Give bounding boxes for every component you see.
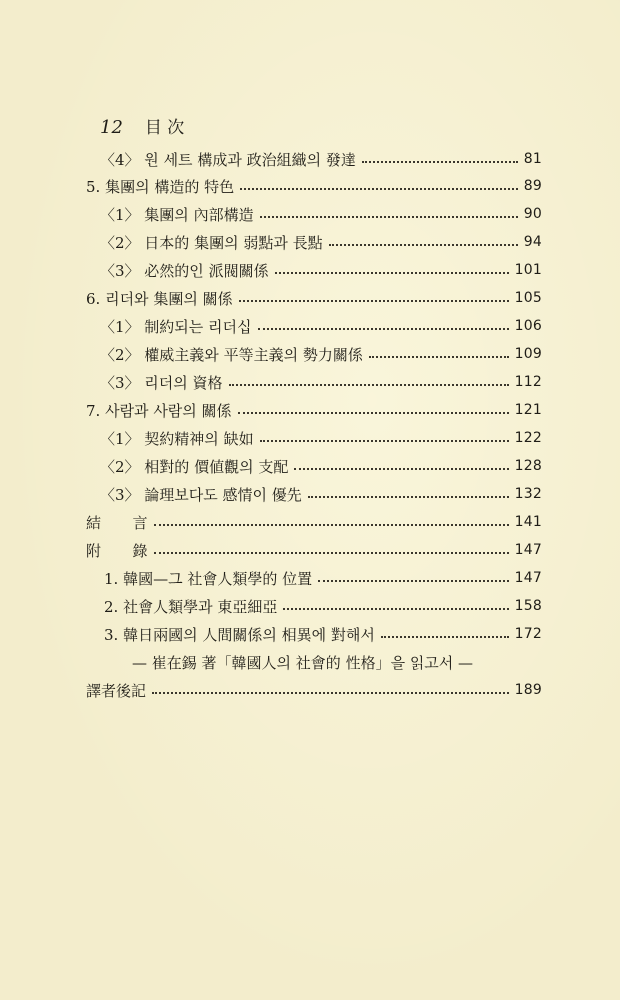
toc-entry-page: 121 bbox=[514, 402, 542, 418]
toc-entry-page: 122 bbox=[514, 430, 542, 446]
dot-leader bbox=[308, 496, 509, 498]
toc-entry-title: 6. 리더와 集團의 關係 bbox=[86, 289, 233, 308]
dot-leader bbox=[238, 412, 509, 414]
toc-entry-title: 〈2〉 相對的 價値觀의 支配 bbox=[100, 457, 289, 476]
toc-entry-page: 132 bbox=[514, 486, 542, 502]
toc-entry-page: 106 bbox=[514, 318, 542, 334]
toc-entry-page: 158 bbox=[514, 598, 542, 614]
toc-entry-title: 附 錄 bbox=[86, 541, 149, 560]
dot-leader bbox=[240, 188, 518, 190]
dot-leader bbox=[152, 692, 509, 694]
toc-entry bbox=[86, 397, 542, 423]
toc-entry bbox=[86, 509, 542, 535]
running-header bbox=[100, 113, 184, 138]
toc-entry-page: 147 bbox=[514, 570, 542, 586]
toc-entry-page: 147 bbox=[514, 542, 542, 558]
toc-entry-page: 109 bbox=[514, 346, 542, 362]
toc-entry bbox=[100, 201, 542, 227]
toc-entry-page: 81 bbox=[523, 151, 542, 167]
toc-entry-page: 112 bbox=[514, 374, 542, 390]
dot-leader bbox=[229, 384, 509, 386]
toc-entry bbox=[100, 229, 542, 255]
toc-entry-title: 〈2〉 權威主義와 平等主義의 勢力關係 bbox=[100, 345, 363, 364]
dot-leader bbox=[239, 300, 509, 302]
dot-leader bbox=[275, 272, 509, 274]
toc-entry bbox=[104, 621, 542, 647]
toc-entry-page: 128 bbox=[514, 458, 542, 474]
toc-entry-page: 94 bbox=[523, 234, 542, 250]
toc-entry bbox=[100, 481, 542, 507]
toc-entry-page: 89 bbox=[523, 178, 542, 194]
toc-entry-title: 〈3〉 論理보다도 感情이 優先 bbox=[100, 485, 302, 504]
toc-entry-page: 172 bbox=[514, 626, 542, 642]
toc-entry-title: 〈3〉 必然的인 派閥關係 bbox=[100, 261, 269, 280]
dot-leader bbox=[258, 328, 509, 330]
toc-entry bbox=[100, 257, 542, 283]
dot-leader bbox=[362, 161, 518, 163]
toc-entry bbox=[86, 537, 542, 563]
toc-entry bbox=[86, 285, 542, 311]
toc-entry-title: 結 言 bbox=[86, 513, 149, 532]
toc-entry bbox=[100, 425, 542, 451]
toc-entry bbox=[100, 313, 542, 339]
toc-entry bbox=[100, 146, 542, 172]
toc-entry-title: — 崔在錫 著「韓國人의 社會的 性格」을 읽고서 — bbox=[132, 653, 474, 672]
dot-leader bbox=[283, 608, 508, 610]
toc-entry bbox=[86, 677, 542, 703]
dot-leader bbox=[260, 440, 509, 442]
toc-entry bbox=[86, 173, 542, 199]
toc-entry-page: 90 bbox=[523, 206, 542, 222]
toc-entry bbox=[104, 565, 542, 591]
toc-entry bbox=[100, 341, 542, 367]
toc-entry-title: 〈2〉 日本的 集團의 弱點과 長點 bbox=[100, 233, 323, 252]
toc-entry-title: 譯者後記 bbox=[86, 681, 147, 700]
toc-entry-title: 3. 韓日兩國의 人間關係의 相異에 對해서 bbox=[104, 625, 375, 644]
dot-leader bbox=[369, 356, 509, 358]
toc-entry-title: 〈1〉 制約되는 리더십 bbox=[100, 317, 252, 336]
toc-entry bbox=[100, 453, 542, 479]
toc-entry bbox=[104, 593, 542, 619]
toc-entry-title: 〈4〉 원 세트 構成과 政治組織의 發達 bbox=[100, 150, 356, 169]
page-number: 12 bbox=[100, 117, 123, 138]
toc-entry-page: 141 bbox=[514, 514, 542, 530]
toc-entry-title: 〈3〉 리더의 資格 bbox=[100, 373, 223, 392]
header-title: 目 次 bbox=[144, 118, 185, 138]
toc-entry-subtitle bbox=[132, 649, 520, 675]
dot-leader bbox=[260, 216, 518, 218]
dot-leader bbox=[329, 244, 518, 246]
dot-leader bbox=[154, 524, 509, 526]
dot-leader bbox=[294, 468, 508, 470]
toc-entry-title: 7. 사람과 사람의 關係 bbox=[86, 401, 232, 420]
dot-leader bbox=[318, 580, 509, 582]
dot-leader bbox=[381, 636, 509, 638]
toc-entry-title: 〈1〉 集團의 內部構造 bbox=[100, 205, 254, 224]
toc-entry-page: 105 bbox=[514, 290, 542, 306]
toc-entry-page: 101 bbox=[514, 262, 542, 278]
toc-entry-title: 1. 韓國—그 社會人類學的 位置 bbox=[104, 569, 313, 588]
toc-entry-title: 5. 集團의 構造的 特色 bbox=[86, 177, 235, 196]
toc-entry-page: 189 bbox=[514, 682, 542, 698]
toc-entry-title: 2. 社會人類學과 東亞細亞 bbox=[104, 597, 278, 616]
toc-entry bbox=[100, 369, 542, 395]
toc-entry-title: 〈1〉 契約精神의 缺如 bbox=[100, 429, 254, 448]
dot-leader bbox=[154, 552, 509, 554]
